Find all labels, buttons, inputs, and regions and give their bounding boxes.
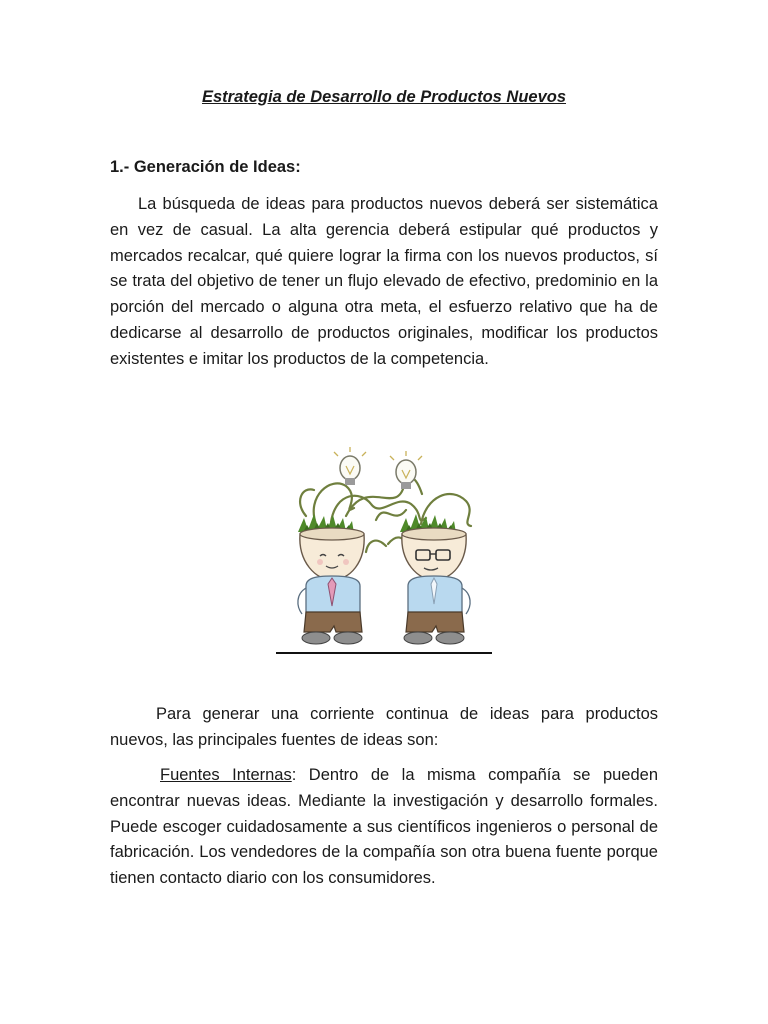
- two-figures-with-plant-heads-and-lightbulbs-illustration: [276, 446, 492, 658]
- section-heading: 1.- Generación de Ideas:: [110, 158, 301, 176]
- paragraph-fuentes-internas: [110, 763, 658, 892]
- ideas-illustration: [276, 446, 492, 658]
- fuentes-internas-body: : Dentro de la misma compañía se pueden encontrar nuevas ideas. Mediante la investigación y desarrollo formales. Puede escoger cuidadosamente a sus científicos ingenieros o personal de fabricación. Los vendedores de la compañía son otra buena fuente porque tienen contacto diario con los consumidores.: [110, 766, 658, 888]
- fuentes-internas-label: Fuentes Internas: [160, 766, 292, 784]
- lightbulb-icon: [334, 447, 366, 485]
- paragraph-generacion-ideas: La búsqueda de ideas para productos nuevos deberá ser sistemática en vez de casual. La alta gerencia deberá estipular qué productos y mercados recalcar, qué quiere lograr la firma con los nuevos productos, sí se trata del objetivo de tener un flujo elevado de efectivo, predominio en la porción del mercado o alguna otra meta, el esfuerzo relativo que ha de dedicarse al desarrollo de productos originales, modificar los productos existentes e imitar los productos de la competencia.: [110, 195, 658, 368]
- paragraph-fuentes-intro: Para generar una corriente continua de ideas para productos nuevos, las principales fuentes de ideas son:: [110, 705, 658, 749]
- document-title: Estrategia de Desarrollo de Productos Nuevos: [201, 88, 567, 106]
